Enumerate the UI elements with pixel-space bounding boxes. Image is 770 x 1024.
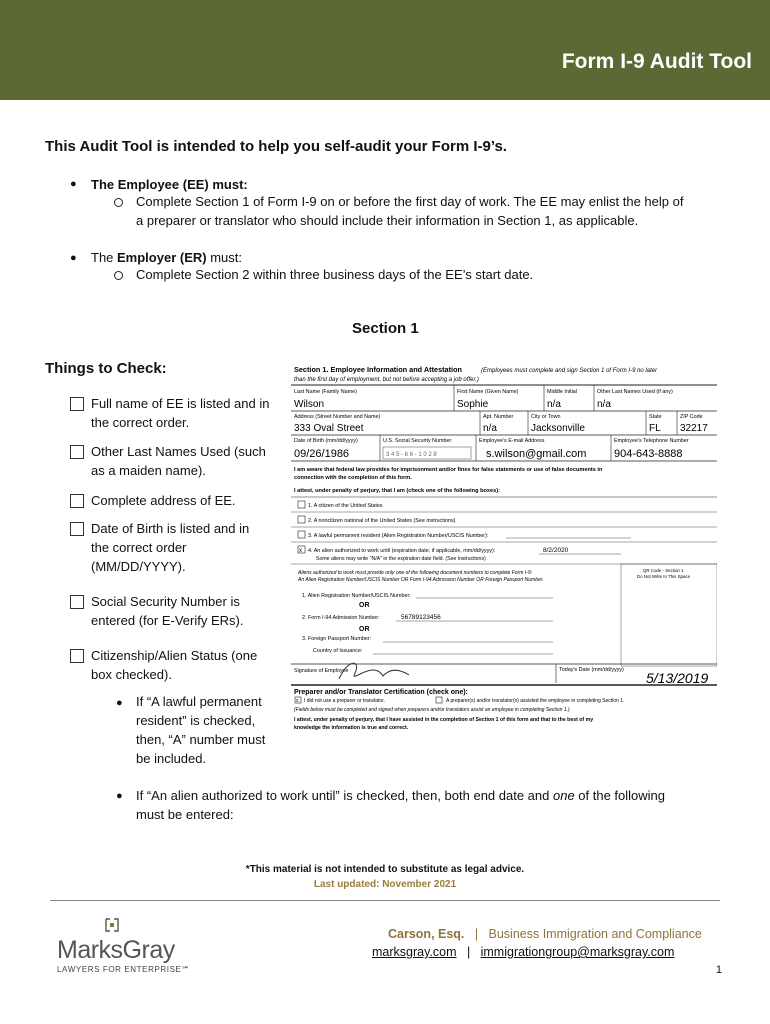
marksgray-logo-icon: [105, 918, 119, 932]
doc-option-1: 1. Alien Registration Number/USCIS Number:: [302, 593, 411, 599]
signature-label: Signature of Employee: [294, 668, 349, 674]
option-citizen: 1. A citizen of the United States: [308, 503, 383, 509]
marksgray-logo: MarksGray: [57, 936, 175, 964]
check-item-ssn: Social Security Number is entered (for E-Verify ERs).: [91, 594, 244, 628]
bullet-icon: ●: [70, 252, 77, 264]
phone-value: 904-643-8888: [614, 448, 683, 460]
checkbox[interactable]: [70, 522, 84, 536]
bullet-icon: ●: [116, 790, 123, 802]
contact-line2: marksgray.com | immigrationgroup@marksgray.com: [372, 945, 675, 959]
disclaimer: *This material is not intended to substitute as legal advice.: [245, 864, 525, 875]
aliens-line1: Aliens authorized to work must provide only one of the following document numbers to complete Form I-9:: [298, 570, 533, 576]
dob-label: Date of Birth (mm/dd/yyyy): [294, 438, 358, 444]
preparer-option-2: A preparer(s) and/or translator(s) assisted the employee in completing Section 1.: [446, 698, 625, 704]
option-lpr: 3. A lawful permanent resident (Alien Registration Number/USCIS Number):: [308, 533, 489, 539]
check-item-full-name: Full name of EE is listed and in the correct order.: [91, 396, 270, 430]
address-label: Address (Street Number and Name): [294, 414, 381, 420]
check-item-address: Complete address of EE.: [91, 493, 236, 508]
preparer-option-1: I did not use a preparer or translator.: [304, 698, 385, 704]
city-value: Jacksonville: [531, 423, 585, 434]
check-item-other-names: Other Last Names Used (such as a maiden name).: [91, 444, 266, 478]
last-name-label: Last Name (Family Name): [294, 389, 357, 395]
checkbox[interactable]: [70, 397, 84, 411]
website-link[interactable]: marksgray.com: [372, 945, 457, 959]
ee-item-line1: Complete Section 1 of Form I-9 on or before the first day of work. The EE may enlist the help of: [136, 194, 684, 209]
checkbox[interactable]: [70, 494, 84, 508]
header-banner: [0, 0, 770, 100]
or-separator-1: OR: [359, 602, 370, 609]
alien-expiration-date: 8/2/2020: [543, 547, 569, 554]
zip-label: ZIP Code: [680, 414, 703, 420]
other-names-value: n/a: [597, 399, 611, 410]
check-item-citizenship: Citizenship/Alien Status (one box checked).: [91, 648, 258, 682]
today-date-value: 5/13/2019: [646, 670, 709, 686]
middle-initial-value: n/a: [547, 399, 561, 410]
svg-text:x: x: [299, 548, 302, 554]
sub-bullet-alien: If “An alien authorized to work until” is checked, then, both end date and one of the following must be entered:: [136, 788, 666, 822]
preparer-line4: knowledge the information is true and correct.: [294, 725, 409, 731]
ssn-value: 3 4 5 - 6 6 - 1 0 2 8: [386, 452, 437, 458]
check-item-dob: Date of Birth is listed and in the correct order (MM/DD/YYYY).: [91, 521, 250, 574]
page-number: 1: [715, 964, 722, 976]
checkbox[interactable]: [70, 445, 84, 459]
bullet-icon: ●: [116, 697, 123, 709]
option-alien: 4. An alien authorized to work until (expiration date, if applicable, mm/dd/yyyy):: [308, 548, 496, 554]
checkbox[interactable]: [70, 649, 84, 663]
sub-bullet-lawful: If “A lawful permanent resident” is checked, then, “A” number must be included.: [136, 694, 266, 766]
page-title: Form I-9 Audit Tool: [561, 50, 752, 73]
state-value: FL: [649, 423, 661, 434]
aliens-line2: An Alien Registration Number/USCIS Number OR Form I-94 Admission Number OR Foreign Passport Number.: [298, 577, 544, 583]
checkbox[interactable]: [70, 595, 84, 609]
section-title: Section 1: [352, 320, 419, 337]
intro-text: This Audit Tool is intended to help you self-audit your Form I-9’s.: [45, 138, 507, 155]
apt-value: n/a: [483, 423, 497, 434]
first-name-value: Sophie: [457, 399, 489, 410]
preparer-title: Preparer and/or Translator Certification (check one):: [294, 689, 468, 696]
other-names-label: Other Last Names Used (if any): [597, 389, 673, 395]
aware-line2: connection with the completion of this form.: [294, 475, 412, 481]
email-link[interactable]: immigrationgroup@marksgray.com: [480, 945, 675, 959]
today-date-label: Today's Date (mm/dd/yyyy): [559, 667, 624, 673]
email-label: Employee's E-mail Address: [479, 438, 545, 444]
attest-text: I attest, under penalty of perjury, that I am (check one of the following boxes):: [294, 488, 500, 494]
bullet-icon: ●: [70, 178, 77, 190]
contact-line1: Carson, Esq. | Business Immigration and Compliance: [388, 927, 702, 941]
form-title-rest: (Employees must complete and sign Section 1 of Form I-9 no later: [481, 368, 658, 374]
circle-bullet-icon: [114, 198, 123, 207]
or-separator-2: OR: [359, 626, 370, 633]
footer-divider: [50, 900, 720, 901]
qr-label2: Do Not Write In This Space: [637, 574, 691, 579]
form-title-line2: than the first day of employment, but not before accepting a job offer.): [294, 377, 479, 383]
address-value: 333 Oval Street: [294, 423, 364, 434]
option-noncitizen: 2. A noncitizen national of the United States (See instructions): [308, 518, 456, 524]
form-title: Section 1. Employee Information and Attestation: [294, 365, 462, 374]
circle-bullet-icon: [114, 271, 123, 280]
doc-option-2: 2. Form I-94 Admission Number:: [302, 615, 380, 621]
qr-label1: QR Code - Section 1: [643, 568, 684, 573]
ee-item-line2: a preparer or translator who should include their information in Section 1, as applicable.: [136, 213, 639, 228]
last-updated: Last updated: November 2021: [313, 879, 457, 890]
ssn-label: U.S. Social Security Number: [383, 438, 452, 444]
city-label: City or Town: [531, 414, 561, 420]
er-item: Complete Section 2 within three business days of the EE’s start date.: [136, 267, 534, 282]
preparer-line3: I attest, under penalty of perjury, that I have assisted in the completion of Section 1 of this form and that to the best of my: [294, 717, 594, 723]
middle-initial-label: Middle Initial: [547, 389, 577, 395]
apt-label: Apt. Number: [483, 414, 514, 420]
state-label: State: [649, 414, 662, 420]
i94-number: 56789123456: [401, 614, 441, 621]
last-name-value: Wilson: [294, 399, 325, 410]
er-heading: The Employer (ER) must:: [91, 250, 242, 265]
first-name-label: First Name (Given Name): [457, 389, 519, 395]
svg-text:x: x: [296, 698, 299, 704]
doc-option-3: 3. Foreign Passport Number:: [302, 636, 372, 642]
zip-value: 32217: [680, 423, 708, 434]
country-issuance: Country of Issuance:: [313, 648, 363, 654]
preparer-line2: (Fields below must be completed and signed when preparers and/or translators assist an employee in completing Section 1.): [294, 707, 570, 713]
things-title: Things to Check:: [45, 360, 167, 377]
dob-value: 09/26/1986: [294, 448, 350, 460]
phone-label: Employee's Telephone Number: [614, 438, 689, 444]
email-value: s.wilson@gmail.com: [486, 448, 587, 460]
alien-note: Some aliens may write "N/A" in the expiration date field. (See instructions): [316, 556, 486, 562]
form-i9-section1-image: [291, 361, 717, 739]
ee-heading: The Employee (EE) must:: [91, 177, 248, 192]
logo-tagline: LAWYERS FOR ENTERPRISE℠: [57, 965, 191, 974]
aware-line1: I am aware that federal law provides for imprisonment and/or fines for false statements or use of false documents in: [294, 467, 603, 473]
